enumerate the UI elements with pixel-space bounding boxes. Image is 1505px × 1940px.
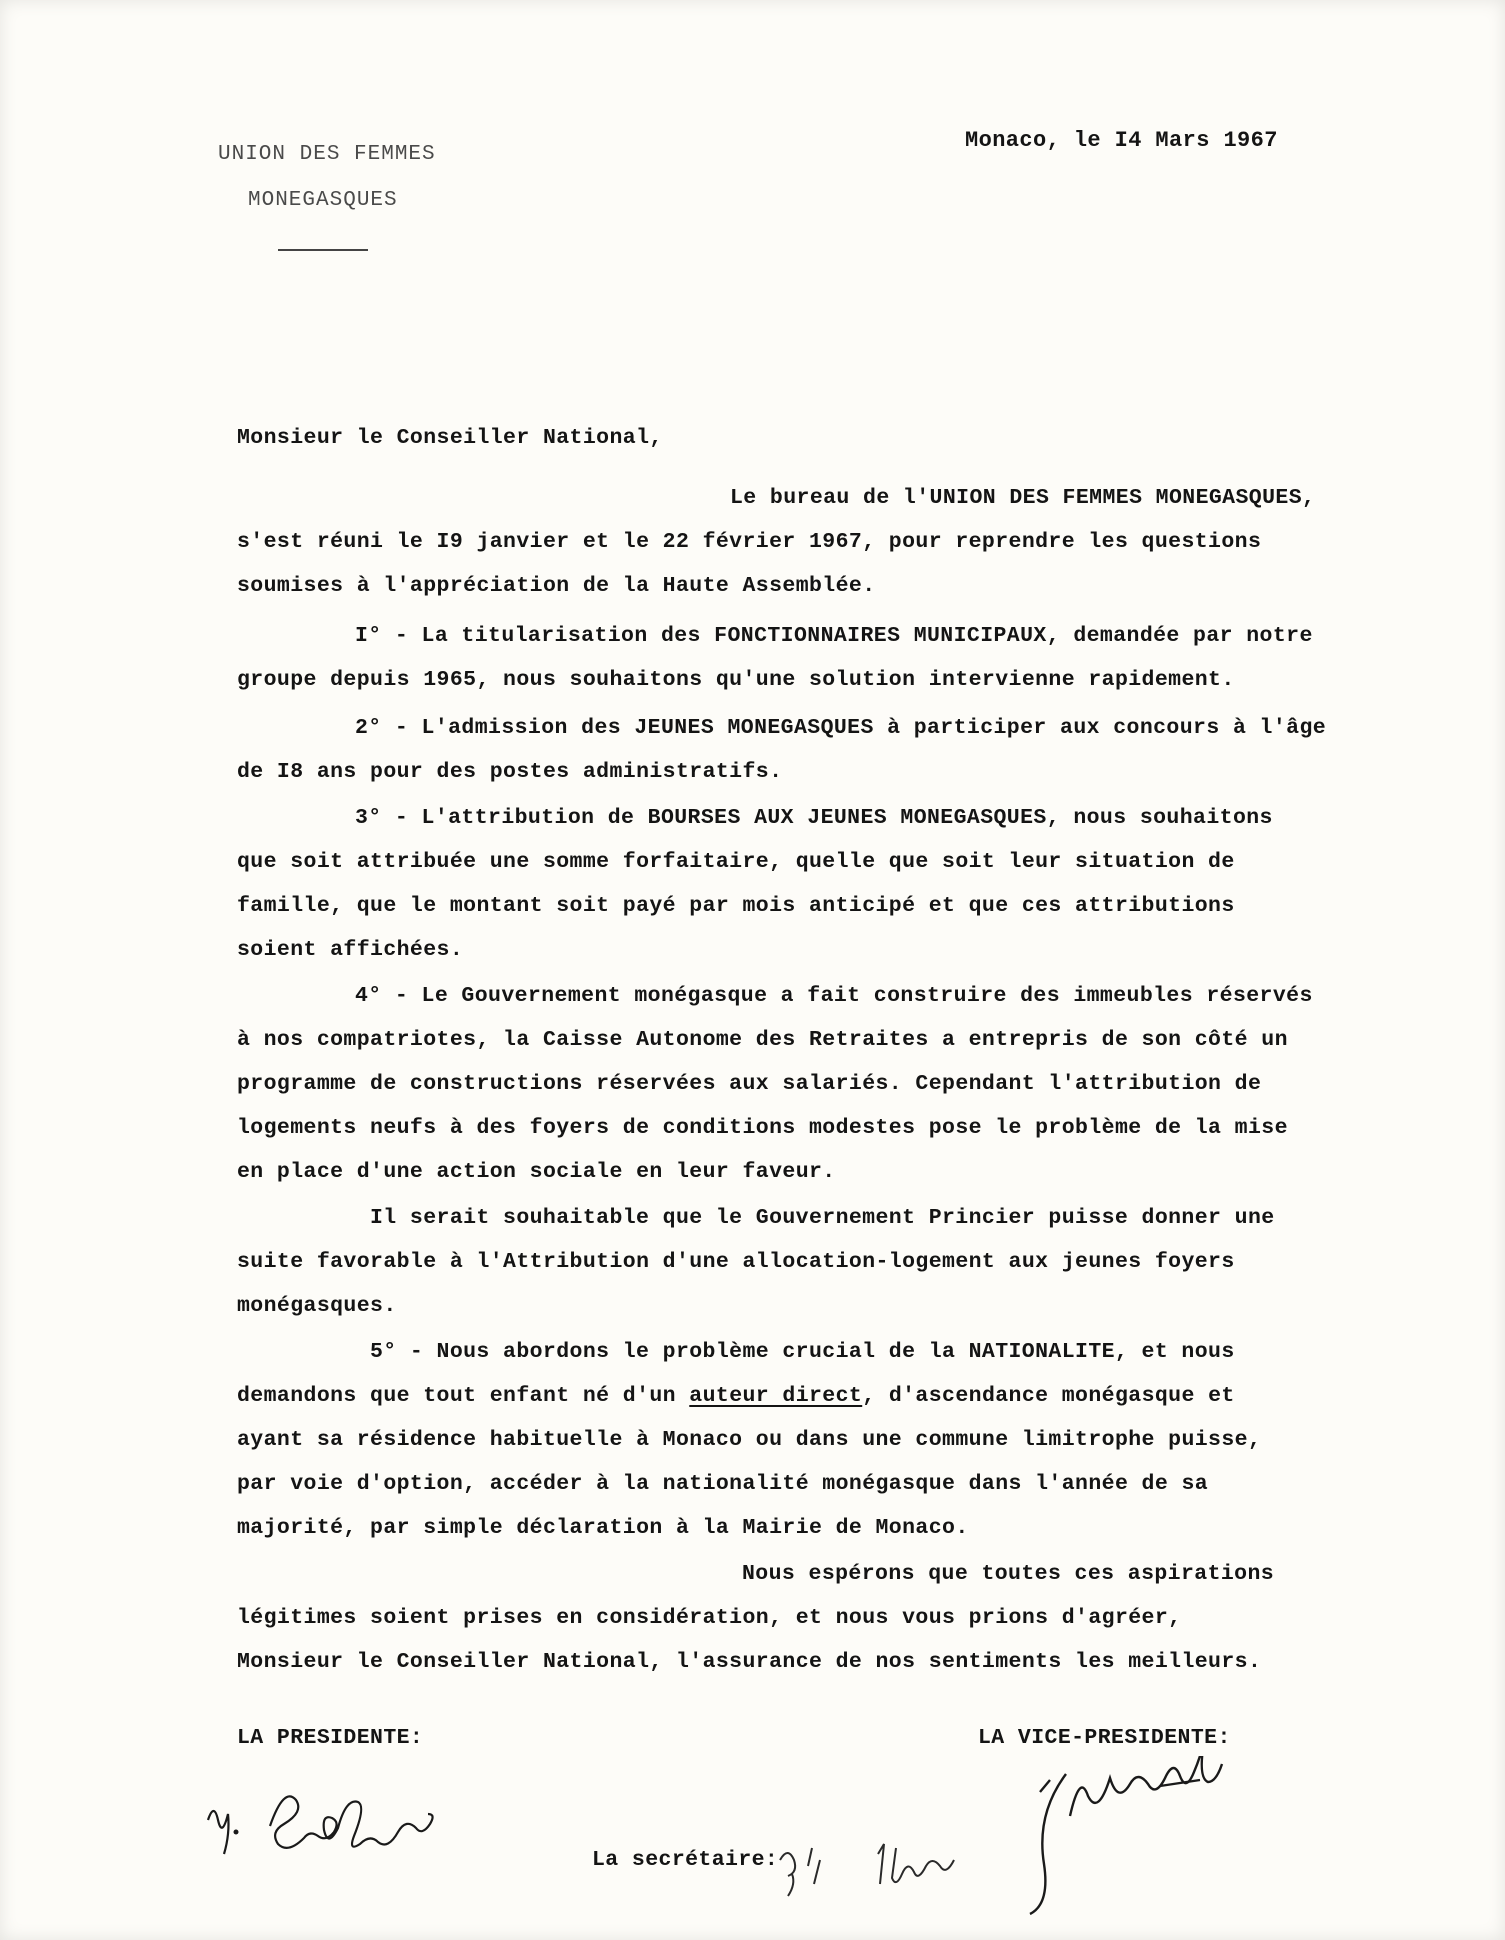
body-line: 4° - Le Gouvernement monégasque a fait construire des immeubles réservés	[355, 984, 1313, 1008]
vice-president-label: LA VICE-PRESIDENTE:	[978, 1726, 1231, 1750]
body-line: majorité, par simple déclaration à la Mairie de Monaco.	[237, 1516, 969, 1540]
body-line: que soit attribuée une somme forfaitaire, quelle que soit leur situation de	[237, 850, 1235, 874]
body-line: programme de constructions réservées aux salariés. Cependant l'attribution de	[237, 1072, 1262, 1096]
body-line: monégasques.	[237, 1294, 397, 1318]
body-line: s'est réuni le I9 janvier et le 22 février 1967, pour reprendre les questions	[237, 530, 1262, 554]
body-line: à nos compatriotes, la Caisse Autonome des Retraites a entrepris de son côté un	[237, 1028, 1288, 1052]
vice-president-signature	[1020, 1756, 1260, 1926]
president-signature	[200, 1760, 520, 1870]
body-line: par voie d'option, accéder à la nationalité monégasque dans l'année de sa	[237, 1472, 1209, 1496]
body-line: soient affichées.	[237, 938, 464, 962]
body-line: légitimes soient prises en considération, et nous vous prions d'agréer,	[237, 1606, 1182, 1630]
body-line: 2° - L'admission des JEUNES MONEGASQUES à participer aux concours à l'âge	[355, 716, 1327, 740]
secretary-signature	[770, 1818, 1010, 1908]
body-text: demandons que tout enfant né d'un	[237, 1384, 690, 1408]
letterhead-rule	[278, 249, 368, 251]
letter-date: Monaco, le I4 Mars 1967	[965, 128, 1278, 153]
body-line: logements neufs à des foyers de conditions modestes pose le problème de la mise	[237, 1116, 1288, 1140]
underlined-text: auteur direct	[689, 1384, 863, 1408]
body-line: I° - La titularisation des FONCTIONNAIRES MUNICIPAUX, demandée par notre	[355, 624, 1313, 648]
president-label: LA PRESIDENTE:	[237, 1726, 424, 1750]
body-line: Il serait souhaitable que le Gouvernement Princier puisse donner une	[370, 1206, 1275, 1230]
body-line: ayant sa résidence habituelle à Monaco ou dans une commune limitrophe puisse,	[237, 1428, 1262, 1452]
body-line: suite favorable à l'Attribution d'une allocation-logement aux jeunes foyers	[237, 1250, 1235, 1274]
body-line: Nous espérons que toutes ces aspirations	[742, 1562, 1275, 1586]
body-line	[237, 1384, 1235, 1408]
body-line: Le bureau de l'UNION DES FEMMES MONEGASQUES,	[730, 486, 1316, 510]
org-name-line2: MONEGASQUES	[248, 189, 398, 212]
body-text: , d'ascendance monégasque et	[862, 1384, 1235, 1408]
body-line: famille, que le montant soit payé par mois anticipé et que ces attributions	[237, 894, 1235, 918]
salutation: Monsieur le Conseiller National,	[237, 426, 663, 450]
body-line: 5° - Nous abordons le problème crucial de la NATIONALITE, et nous	[370, 1340, 1235, 1364]
body-line: Monsieur le Conseiller National, l'assurance de nos sentiments les meilleurs.	[237, 1650, 1262, 1674]
secretary-label: La secrétaire:	[592, 1848, 779, 1872]
body-line: en place d'une action sociale en leur faveur.	[237, 1160, 836, 1184]
body-line: soumises à l'appréciation de la Haute Assemblée.	[237, 574, 876, 598]
body-line: de I8 ans pour des postes administratifs.	[237, 760, 783, 784]
body-line: 3° - L'attribution de BOURSES AUX JEUNES MONEGASQUES, nous souhaitons	[355, 806, 1273, 830]
body-line: groupe depuis 1965, nous souhaitons qu'une solution intervienne rapidement.	[237, 668, 1235, 692]
org-name-line1: UNION DES FEMMES	[218, 143, 436, 166]
